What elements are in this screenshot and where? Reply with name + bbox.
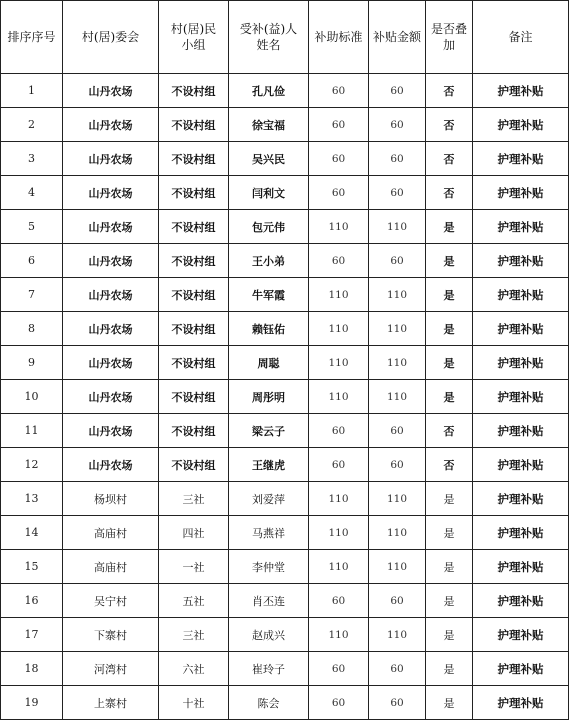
cell-village: 高庙村: [63, 550, 159, 584]
cell-remark: 护理补贴: [473, 686, 569, 720]
cell-amount: 60: [369, 74, 426, 108]
table-row: [1, 142, 569, 176]
cell-group: 一社: [159, 550, 229, 584]
cell-amount: 110: [369, 210, 426, 244]
table-row: [1, 584, 569, 618]
cell-remark: 护理补贴: [473, 448, 569, 482]
table-row: [1, 244, 569, 278]
header-row: [1, 1, 569, 74]
header-standard: 补助标准: [309, 1, 369, 74]
cell-amount: 60: [369, 108, 426, 142]
cell-village: 上寨村: [63, 686, 159, 720]
cell-amount: 60: [369, 142, 426, 176]
table-row: [1, 618, 569, 652]
cell-no: 19: [1, 686, 63, 720]
cell-no: 8: [1, 312, 63, 346]
cell-overlap: 是: [426, 652, 473, 686]
cell-name: 马燕祥: [229, 516, 309, 550]
table-row: [1, 686, 569, 720]
cell-group: 三社: [159, 482, 229, 516]
table-body: [1, 74, 569, 720]
cell-standard: 60: [309, 74, 369, 108]
cell-group: 不设村组: [159, 448, 229, 482]
cell-overlap: 是: [426, 380, 473, 414]
table-row: [1, 346, 569, 380]
cell-standard: 60: [309, 244, 369, 278]
table-row: [1, 312, 569, 346]
cell-name: 周彤明: [229, 380, 309, 414]
cell-standard: 60: [309, 414, 369, 448]
cell-standard: 60: [309, 584, 369, 618]
header-village: 村(居)委会: [63, 1, 159, 74]
cell-village: 杨坝村: [63, 482, 159, 516]
cell-standard: 110: [309, 516, 369, 550]
cell-group: 六社: [159, 652, 229, 686]
cell-group: 四社: [159, 516, 229, 550]
cell-amount: 60: [369, 244, 426, 278]
cell-village: 山丹农场: [63, 244, 159, 278]
cell-remark: 护理补贴: [473, 312, 569, 346]
cell-overlap: 否: [426, 142, 473, 176]
cell-name: 李仲堂: [229, 550, 309, 584]
cell-group: 不设村组: [159, 210, 229, 244]
cell-village: 下寨村: [63, 618, 159, 652]
cell-village: 山丹农场: [63, 108, 159, 142]
cell-group: 不设村组: [159, 142, 229, 176]
cell-amount: 110: [369, 312, 426, 346]
cell-no: 18: [1, 652, 63, 686]
cell-remark: 护理补贴: [473, 380, 569, 414]
cell-overlap: 是: [426, 516, 473, 550]
cell-group: 三社: [159, 618, 229, 652]
cell-overlap: 是: [426, 584, 473, 618]
cell-group: 不设村组: [159, 74, 229, 108]
cell-village: 山丹农场: [63, 210, 159, 244]
cell-standard: 110: [309, 210, 369, 244]
cell-name: 孔凡俭: [229, 74, 309, 108]
table-row: [1, 414, 569, 448]
cell-village: 山丹农场: [63, 176, 159, 210]
cell-standard: 110: [309, 550, 369, 584]
cell-name: 吴兴民: [229, 142, 309, 176]
cell-name: 包元伟: [229, 210, 309, 244]
header-no: 排序序号: [1, 1, 63, 74]
cell-group: 不设村组: [159, 346, 229, 380]
cell-overlap: 是: [426, 278, 473, 312]
cell-no: 1: [1, 74, 63, 108]
table-row: [1, 550, 569, 584]
table-row: [1, 278, 569, 312]
cell-amount: 110: [369, 516, 426, 550]
cell-group: 不设村组: [159, 278, 229, 312]
cell-amount: 60: [369, 176, 426, 210]
cell-no: 6: [1, 244, 63, 278]
cell-group: 不设村组: [159, 176, 229, 210]
cell-no: 16: [1, 584, 63, 618]
cell-overlap: 是: [426, 244, 473, 278]
cell-village: 山丹农场: [63, 414, 159, 448]
cell-no: 14: [1, 516, 63, 550]
cell-village: 山丹农场: [63, 312, 159, 346]
cell-overlap: 是: [426, 482, 473, 516]
cell-village: 吴宁村: [63, 584, 159, 618]
table-row: [1, 210, 569, 244]
cell-overlap: 是: [426, 210, 473, 244]
cell-no: 12: [1, 448, 63, 482]
cell-amount: 60: [369, 652, 426, 686]
table-row: [1, 516, 569, 550]
cell-remark: 护理补贴: [473, 176, 569, 210]
cell-remark: 护理补贴: [473, 516, 569, 550]
cell-no: 15: [1, 550, 63, 584]
cell-remark: 护理补贴: [473, 210, 569, 244]
cell-amount: 60: [369, 584, 426, 618]
cell-remark: 护理补贴: [473, 414, 569, 448]
cell-name: 肖丕连: [229, 584, 309, 618]
cell-remark: 护理补贴: [473, 142, 569, 176]
cell-no: 10: [1, 380, 63, 414]
cell-village: 河湾村: [63, 652, 159, 686]
cell-amount: 60: [369, 414, 426, 448]
cell-remark: 护理补贴: [473, 482, 569, 516]
cell-remark: 护理补贴: [473, 550, 569, 584]
cell-name: 陈会: [229, 686, 309, 720]
cell-overlap: 否: [426, 414, 473, 448]
header-remark: 备注: [473, 1, 569, 74]
cell-no: 9: [1, 346, 63, 380]
cell-name: 牛军霞: [229, 278, 309, 312]
cell-village: 山丹农场: [63, 380, 159, 414]
cell-village: 山丹农场: [63, 346, 159, 380]
cell-overlap: 否: [426, 108, 473, 142]
cell-overlap: 否: [426, 74, 473, 108]
cell-village: 山丹农场: [63, 448, 159, 482]
cell-name: 刘爱萍: [229, 482, 309, 516]
cell-remark: 护理补贴: [473, 278, 569, 312]
table-row: [1, 74, 569, 108]
header-overlap: 是否叠加: [426, 1, 473, 74]
cell-village: 山丹农场: [63, 278, 159, 312]
cell-name: 闫利文: [229, 176, 309, 210]
table-row: [1, 176, 569, 210]
cell-name: 王小弟: [229, 244, 309, 278]
cell-amount: 110: [369, 278, 426, 312]
cell-standard: 60: [309, 108, 369, 142]
cell-remark: 护理补贴: [473, 346, 569, 380]
cell-name: 徐宝福: [229, 108, 309, 142]
cell-standard: 110: [309, 482, 369, 516]
cell-group: 十社: [159, 686, 229, 720]
cell-village: 高庙村: [63, 516, 159, 550]
cell-standard: 110: [309, 380, 369, 414]
cell-amount: 110: [369, 550, 426, 584]
cell-amount: 110: [369, 482, 426, 516]
cell-overlap: 是: [426, 618, 473, 652]
cell-group: 不设村组: [159, 380, 229, 414]
header-group: 村(居)民小组: [159, 1, 229, 74]
cell-standard: 110: [309, 346, 369, 380]
table-row: [1, 482, 569, 516]
cell-no: 3: [1, 142, 63, 176]
cell-standard: 60: [309, 448, 369, 482]
cell-amount: 110: [369, 346, 426, 380]
cell-standard: 60: [309, 176, 369, 210]
cell-overlap: 是: [426, 686, 473, 720]
cell-overlap: 是: [426, 550, 473, 584]
cell-amount: 110: [369, 618, 426, 652]
table-row: [1, 380, 569, 414]
cell-name: 梁云子: [229, 414, 309, 448]
cell-no: 4: [1, 176, 63, 210]
cell-standard: 60: [309, 652, 369, 686]
cell-amount: 110: [369, 380, 426, 414]
header-name: 受补(益)人姓名: [229, 1, 309, 74]
cell-overlap: 是: [426, 346, 473, 380]
table-row: [1, 652, 569, 686]
cell-no: 2: [1, 108, 63, 142]
cell-overlap: 是: [426, 312, 473, 346]
cell-remark: 护理补贴: [473, 584, 569, 618]
cell-standard: 110: [309, 278, 369, 312]
cell-no: 13: [1, 482, 63, 516]
cell-name: 赖钰佑: [229, 312, 309, 346]
cell-amount: 60: [369, 686, 426, 720]
cell-standard: 110: [309, 312, 369, 346]
cell-village: 山丹农场: [63, 142, 159, 176]
table-row: [1, 108, 569, 142]
cell-amount: 60: [369, 448, 426, 482]
cell-group: 不设村组: [159, 244, 229, 278]
cell-group: 五社: [159, 584, 229, 618]
cell-remark: 护理补贴: [473, 74, 569, 108]
cell-name: 王继虎: [229, 448, 309, 482]
cell-group: 不设村组: [159, 312, 229, 346]
cell-no: 5: [1, 210, 63, 244]
cell-remark: 护理补贴: [473, 244, 569, 278]
cell-remark: 护理补贴: [473, 108, 569, 142]
cell-overlap: 否: [426, 176, 473, 210]
table-row: [1, 448, 569, 482]
cell-name: 周聪: [229, 346, 309, 380]
cell-remark: 护理补贴: [473, 618, 569, 652]
cell-village: 山丹农场: [63, 74, 159, 108]
cell-no: 11: [1, 414, 63, 448]
cell-overlap: 否: [426, 448, 473, 482]
cell-standard: 60: [309, 142, 369, 176]
cell-remark: 护理补贴: [473, 652, 569, 686]
cell-no: 17: [1, 618, 63, 652]
cell-no: 7: [1, 278, 63, 312]
cell-name: 崔玲子: [229, 652, 309, 686]
cell-name: 赵成兴: [229, 618, 309, 652]
cell-standard: 60: [309, 686, 369, 720]
header-amount: 补贴金额: [369, 1, 426, 74]
cell-standard: 110: [309, 618, 369, 652]
cell-group: 不设村组: [159, 108, 229, 142]
cell-group: 不设村组: [159, 414, 229, 448]
